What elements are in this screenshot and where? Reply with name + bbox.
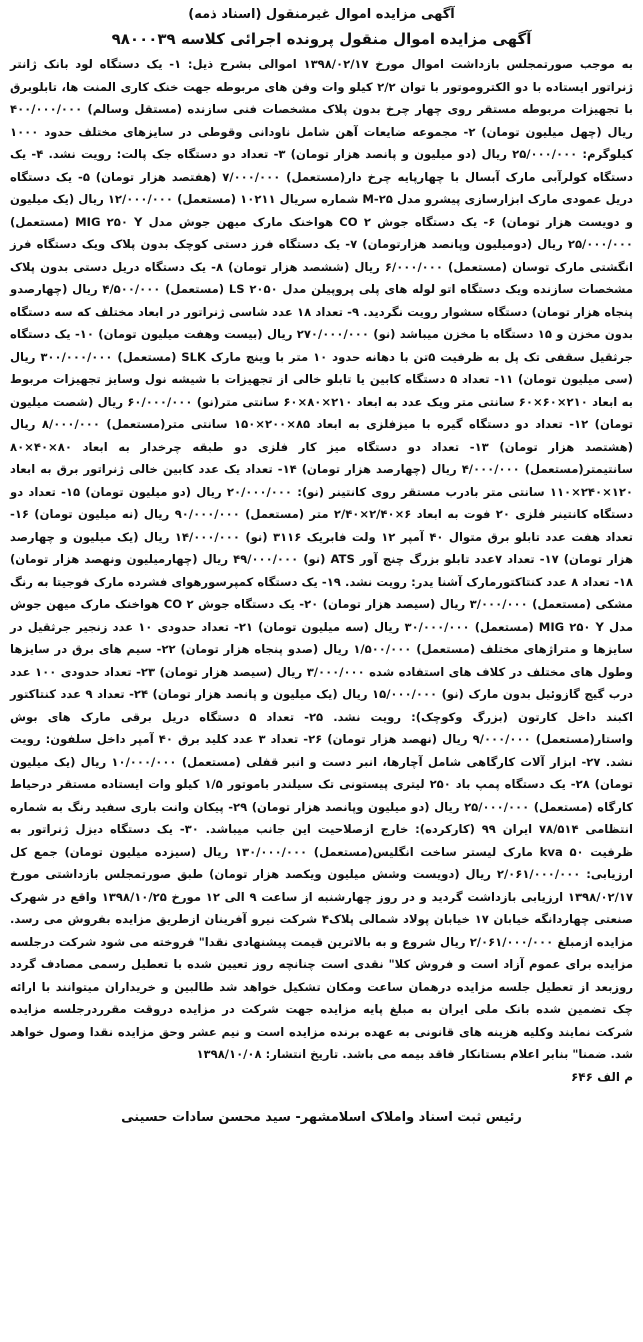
notice-body: به موجب صورتمجلس بازداشت اموال مورخ ۱۳۹۸/۰۲/۱۷ اموالی بشرح ذیل: ۱- یک دستگاه لود بانک ژانتر ژنراتور ایستاده با دو الکتروموتور با توان ۲/۲ کیلو وات وفن های مربوطه جهت خنک کاری المنت ها، تابلوبرق با تجهیزات مربوطه مستقر روی چهار چرخ بدون پلاک مشخصات فنی سازنده (مستقل وسالم) ۴۰۰/۰۰۰/۰۰۰ ریال (چهل میلیون تومان) ۲- مجموعه ضایعات آهن شامل ناودانی وقوطی در سایزهای مختلف حدود ۱۰۰۰ کیلوگرم: ۲۵/۰۰۰/۰۰۰ ریال (دو میلیون و پانصد هزار تومان) ۳- تعداد دو دستگاه جک پالت: رویت نشد. ۴- یک دستگاه کولرآبی مارک آبسال با چهارپایه چرخ دار(مستعمل) ۷/۰۰۰/۰۰۰ (هفتصد هزار تومان) ۵- یک دستگاه دریل عمودی مارک ابزارسازی پیشرو مدل M-۲۵ شماره سریال ۱۰۲۱۱ (مستعمل) ۱۲/۰۰۰/۰۰۰ ریال (یک میلیون و دویست هزار تومان) ۶- یک دستگاه جوش CO ۲ هواخنک مارک میهن جوش مدل MIG ۲۵۰ Y (مستعمل) ۲۵/۰۰۰/۰۰۰ ریال (دومیلیون وپانصد هزارتومان) ۷- یک دستگاه فرز دستی کوچک بدون پلاک ویک دستگاه فرز انگشتی مارک توسان (مستعمل) ۶/۰۰۰/۰۰۰ ریال (ششصد هزار تومان) ۸- یک دستگاه دریل دستی بدون پلاک مشخصات سازنده ویک دستگاه اتو لوله های پلی پروپیلن مدل LS ۲۰۵۰ (مستعمل) ۴/۵۰۰/۰۰۰ ریال (چهارصدو پنجاه هزار تومان) دستگاه سشوار رویت نگردید. ۹- تعداد ۱۸ عدد شاسی ژنراتور در ابعاد مختلف که سه دستگاه بدون مخزن و ۱۵ دستگاه با مخزن میباشد (نو) ۲۷۰/۰۰۰/۰۰۰ ریال (بیست وهفت میلیون تومان) ۱۰- یک دستگاه جرثقیل سقفی تک پل به ظرفیت ۵تن با دهانه حدود ۱۰ متر با وینچ مارک SLK (مستعمل) ۳۰۰/۰۰۰/۰۰۰ ریال (سی میلیون تومان) ۱۱- تعداد ۵ دستگاه کابین یا تابلو خالی از تجهیزات با شیشه نول وسایز تجهیزات مربوط به ابعاد ۲۱۰×۶۰×۶۰ سانتی متر ویک عدد به ابعاد ۲۱۰×۸۰×۶۰ سانتی متر(نو) ۶۰/۰۰۰/۰۰۰ ریال (شصت میلیون تومان) ۱۲- تعداد دو دستگاه گیره با میزفلزی به ابعاد ۸۵×۲۰۰×۱۵۰ سانتی متر(مستعمل) ۸/۰۰۰/۰۰۰ ریال (هشتصد هزار تومان) ۱۳- تعداد دو دستگاه میز کار فلزی دو طبقه چرخدار به ابعاد ۸۰×۴۰×۸۰ سانتیمتر(مستعمل) ۴/۰۰۰/۰۰۰ ریال (چهارصد هزار تومان) ۱۴- تعداد یک عدد کابین خالی ژنراتور برق به ابعاد ۱۲۰×۲۴۰×۱۱۰ سانتی متر بادرب مستقر روی کانتینر (نو): ۲۰/۰۰۰/۰۰۰ ریال (دو میلیون تومان) ۱۵- تعداد دو دستگاه کانتینر فلزی ۲۰ فوت به ابعاد ۶×۲/۴۰×۲/۴۰ متر (مستعمل) ۹۰/۰۰۰/۰۰۰ ریال (نه میلیون تومان) ۱۶- تعداد هفت عدد تابلو برق متوال ۴۰ آمپر ۱۲ ولت فابریک ۳۱۱۶ (نو) ۱۴/۰۰۰/۰۰۰ ریال (یک میلیون و چهارصد هزار تومان) ۱۷- تعداد ۷عدد تابلو بزرگ چنج آور ATS (نو) ۴۹/۰۰۰/۰۰۰ ریال (چهارمیلیون ونهصد هزار تومان) ۱۸- تعداد ۸ عدد کنتاکتورمارک آشنا یدر: رویت نشد. ۱۹- یک دستگاه کمپرسورهوای فشرده مارک فوجیتا به رنگ مشکی (مستعمل) ۳/۰۰۰/۰۰۰ ریال (سیصد هزار تومان) ۲۰- یک دستگاه جوش CO ۲ هواخنک مارک میهن جوش مدل MIG ۲۵۰ Y (مستعمل) ۳۰/۰۰۰/۰۰۰ ریال (سه میلیون تومان) ۲۱- تعداد حدودی ۱۰ عدد زنجیر جرثقیل در سایزها و متراژهای مختلف (مستعمل) ۱/۵۰۰/۰۰۰ ریال (صدو پنجاه هزار تومان) ۲۲- سیم های برق در سایزها وطول های مختلف در کلاف های استفاده شده ۳/۰۰۰/۰۰۰ ریال (سیصد هزار تومان) ۲۳- تعداد حدودی ۱۰۰ عدد درب گیج گازوئیل بدون مارک (نو) ۱۵/۰۰۰/۰۰۰ ریال (یک میلیون و پانصد هزار تومان) ۲۴- تعداد ۹ عدد کنتاکتور اکبند داخل کارتون (بزرگ وکوچک): رویت نشد. ۲۵- تعداد ۵ دستگاه دریل برقی مارک های بوش واستار(مستعمل) ۹/۰۰۰/۰۰۰ ریال (نهصد هزار تومان) ۲۶- تعداد ۳ عدد کلید برق ۴۰ آمپر داخل سلفون: رویت نشد. ۲۷- ابزار آلات کارگاهی شامل آچارها، انبر دست و انبر قفلی (مستعمل) ۱۰/۰۰۰/۰۰۰ ریال (یک میلیون تومان) ۲۸- یک دستگاه پمپ باد ۲۵۰ لیتری پیستونی تک سیلندر باموتور ۱/۵ کیلو وات ایستاده مستقر درحیاط کارگاه (مستعمل) ۲۵/۰۰۰/۰۰۰ ریال (دو میلیون وپانصد هزار تومان) ۲۹- پیکان وانت باری سفید رنگ به شماره انتظامی ۷۸/۵۱۴ ایران ۹۹ (کارکرده): خارج ازصلاحیت این جانب میباشد. ۳۰- یک دستگاه دیزل ژنراتور به ظرفیت kva ۵۰ مارک لیستر ساخت انگلیس(مستعمل) ۱۳۰/۰۰۰/۰۰۰ ریال (سیزده میلیون تومان) جمع کل ارزیابی: ۲/۰۶۱/۰۰۰/۰۰۰ ریال (دویست وشش میلیون ویکصد هزار تومان) طبق صورتمجلس بازداشتی مورخ ۱۳۹۸/۰۲/۱۷ ارزیابی بازداشت گردید و در روز چهارشنبه از ساعت ۹ الی ۱۲ مورخ ۱۳۹۸/۱۰/۲۵ واقع در شهرک صنعتی چهاردانگه خیابان ۱۷ خیابان پولاد شمالی پلاک۴ شرکت نیرو آفرینان ازطریق مزایده بفروش می رسد. مزایده ازمبلغ ۲/۰۶۱/۰۰۰/۰۰۰ ریال شروع و به بالاترین قیمت پیشنهادی نقدا" فروخته می شود شرکت درجلسه مزایده برای عموم آزاد است و فروش کلا" نقدی است چنانچه روز تعیین شده با تعطیل رسمی مصادف گردد روزبعد از تعطیل جلسه مزایده درهمان ساعت ومکان تشکیل خواهد شد طالبین و خریداران میتوانند با ارائه چک تضمین شده بانک ملی ایران به مبلغ پایه مزایده جهت شرکت در مزایده دروقت مقرردرجلسه مزایده شرکت نمایند وکلیه هزینه های قانونی به عهده برنده مزایده است و نیم عشر وحق مزایده نقدا وصول خواهد شد. ضمنا" بنابر اعلام بستانکار فاقد بیمه می باشد. تاریخ انتشار: ۱۳۹۸/۱۰/۰۸	[10, 57, 634, 1061]
notice-category: آگهی مزایده اموال غیرمنقول (اسناد ذمه)	[188, 7, 455, 22]
notice-ref-code: م الف ۶۴۶	[570, 1069, 633, 1084]
notice-title: آگهی مزایده اموال منقول پرونده اجرائی کلاسه ۹۸۰۰۰۳۹	[111, 30, 532, 48]
notice-signature: رئیس ثبت اسناد واملاک اسلامشهر- سید محسن سادات حسینی	[121, 1109, 522, 1125]
